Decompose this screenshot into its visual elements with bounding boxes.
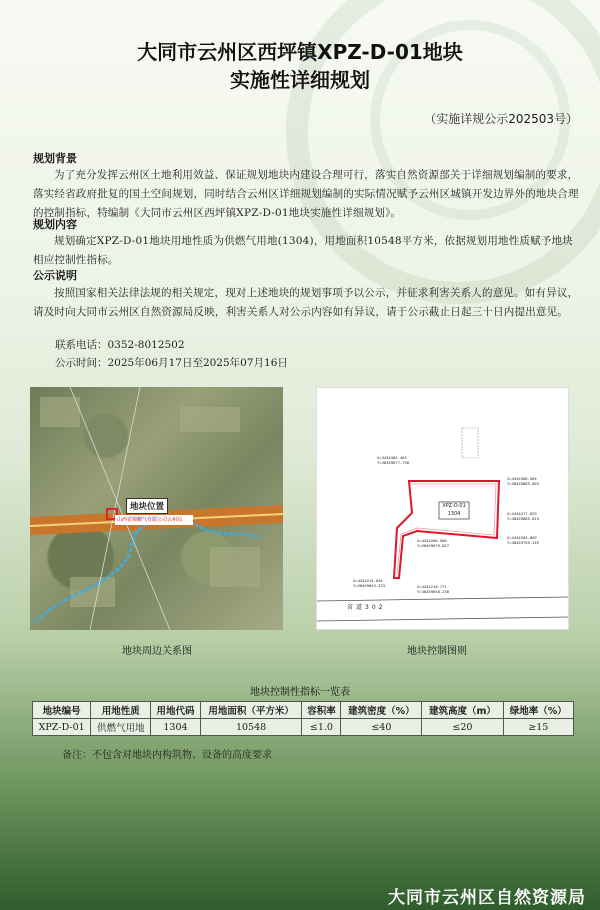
parcel-id-label: XPZ-D-01 bbox=[442, 503, 466, 509]
content-heading: 规划内容 bbox=[33, 218, 77, 231]
table-header: 容积率 bbox=[302, 702, 341, 719]
table-header: 用地代码 bbox=[151, 702, 200, 719]
coord-label: X=4434217.829 Y=38459885.015 bbox=[507, 511, 540, 521]
table-header: 地块编号 bbox=[33, 702, 91, 719]
content-text: 规划确定XPZ-D-01地块用地性质为供燃气用地(1304)，用地面积10548平方米，依据规划用地性质赋予地块相应控制性指标。 bbox=[33, 235, 573, 266]
table-cell: ≤20 bbox=[422, 719, 503, 736]
parcel-code-label: 1304 bbox=[447, 511, 461, 517]
surroundings-map bbox=[30, 387, 283, 630]
notice-number: （实施详规公示202503号） bbox=[424, 112, 578, 126]
coord-label: X=4434302.463 Y=38459677.798 bbox=[377, 455, 410, 465]
company-label: 山西省锦鹏气有限公司云州局 bbox=[117, 517, 183, 523]
page-subtitle: 实施性详细规划 bbox=[230, 68, 370, 92]
issuing-authority: 大同市云州区自然资源局 bbox=[388, 888, 586, 908]
table-row bbox=[33, 719, 574, 736]
table-cell: ≤1.0 bbox=[302, 719, 341, 736]
road-edge-bottom bbox=[317, 617, 568, 621]
notice-period: 公示时间：2025年06月17日至2025年07月16日 bbox=[55, 357, 288, 369]
notice-text: 按照国家相关法律法规的相关规定，现对上述地块的规划事项予以公示，并征求利害关系人的意见。如有异议，请及时向大同市云州区自然资源局反映，利害关系人对公示内容如有异议，请于公示截止日起三十日内提出意见。 bbox=[33, 287, 579, 318]
parcel-outline bbox=[394, 481, 499, 578]
road-edge-top bbox=[317, 597, 568, 601]
table-cell: 供燃气用地 bbox=[91, 719, 151, 736]
table-header: 绿地率（%） bbox=[503, 702, 573, 719]
table-header: 用地性质 bbox=[91, 702, 151, 719]
building-outline bbox=[462, 428, 478, 458]
surroundings-map-caption: 地块周边关系图 bbox=[122, 646, 192, 657]
table-cell: 10548 bbox=[200, 719, 302, 736]
table-title: 地块控制性指标一览表 bbox=[250, 687, 350, 698]
parcel-inner-outline bbox=[397, 484, 496, 575]
table-cell: ≤40 bbox=[341, 719, 422, 736]
table-header: 建筑高度（m） bbox=[422, 702, 503, 719]
coord-label: X=4434203.869 Y=38459795.149 bbox=[507, 535, 540, 545]
table-cell: XPZ-D-01 bbox=[33, 719, 91, 736]
road-label: 省道302 bbox=[347, 604, 386, 611]
table-cell: ≥15 bbox=[503, 719, 573, 736]
control-index-table bbox=[32, 701, 574, 736]
table-header-row bbox=[33, 702, 574, 719]
coord-label: X=4434200.586 Y=38459679.827 bbox=[417, 538, 450, 548]
contact-phone: 联系电话：0352-8012502 bbox=[55, 339, 185, 351]
table-header: 建筑密度（%） bbox=[341, 702, 422, 719]
table-header: 用地面积（平方米） bbox=[200, 702, 302, 719]
table-cell: 1304 bbox=[151, 719, 200, 736]
notice-heading: 公示说明 bbox=[33, 269, 77, 282]
coord-label: X=4434210.771 Y=38459658.230 bbox=[417, 584, 450, 594]
background-heading: 规划背景 bbox=[33, 152, 77, 165]
table-note: 备注：不包含对地块内构筑物、设备的高度要求 bbox=[62, 750, 272, 761]
page-title: 大同市云州区西坪镇XPZ-D-01地块 bbox=[137, 40, 463, 64]
control-plan-map bbox=[316, 387, 569, 630]
background-text: 为了充分发挥云州区土地利用效益、保证规划地块内建设合理可行，落实自然资源部关于详细规划编制的要求，落实经省政府批复的国土空间规划，同时结合云州区详细规划编制的实际情况赋予云州区城镇开发边界外的地块合理的控制指标，特编制《大同市云州区西坪镇XPZ-D-01地块实施性详细规划》。 bbox=[33, 169, 579, 219]
parcel-location-label: 地块位置 bbox=[126, 498, 168, 514]
coord-label: X=4434300.364 Y=38459885.063 bbox=[507, 476, 540, 486]
control-plan-caption: 地块控制图则 bbox=[407, 646, 467, 657]
coord-label: X=4434214.036 Y=38459643.333 bbox=[353, 578, 386, 588]
